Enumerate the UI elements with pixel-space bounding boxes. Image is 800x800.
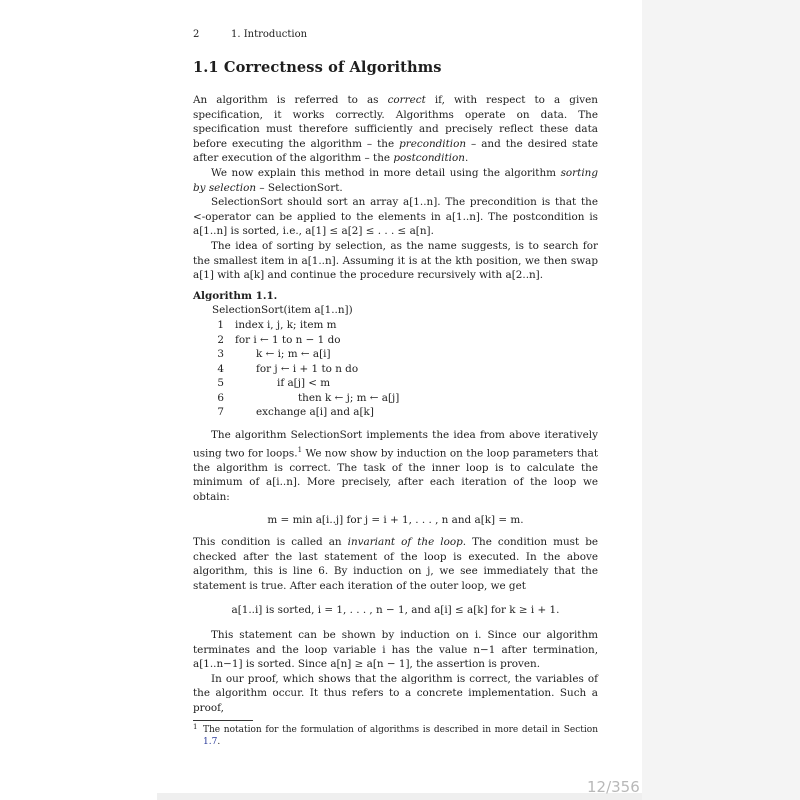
line-number: 6 [217, 391, 224, 404]
algorithm-line [193, 318, 598, 333]
algorithm-lines [193, 318, 598, 420]
equation-2: a[1..i] is sorted, i = 1, . . . , n − 1, and a[i] ≤ a[k] for k ≥ i + 1. [231, 604, 560, 617]
line-code: for j ← i + 1 to n do [256, 362, 359, 375]
footnote: 1 The notation for the formulation of algorithms is described in more detail in Section 1.7. [193, 722, 598, 747]
section-link[interactable]: 1.7 [203, 736, 218, 747]
algorithm-line [193, 333, 598, 348]
book-page [193, 28, 598, 788]
line-number: 3 [217, 348, 224, 361]
paragraph-3: SelectionSort should sort an array a[1..n]. The precondition is that the <-operator can be applied to the elements in a[1..n]. The postcondition is a[1..n] is sorted, i.e., a[1] ≤ a[2] ≤ . . . ≤ a[n]. [193, 196, 598, 238]
paragraph-8: In our proof, which shows that the algorithm is correct, the variables of the algorithm occur. It thus refers to a concrete implementation. Such a proof, [193, 672, 598, 715]
line-number: 1 [217, 318, 224, 331]
footnote-mark: 1 [193, 722, 198, 731]
algorithm-title: Algorithm 1.1. [193, 289, 278, 302]
paragraph-2: We now explain this method in more detail using the algorithm sorting by selection – SelectionSort. [193, 166, 598, 194]
algorithm-signature: SelectionSort(item a[1..n]) [212, 304, 353, 317]
algorithm-line [193, 347, 598, 362]
paragraph-6: This condition is called an invariant of the loop. The condition must be checked after the last statement of the loop is executed. In the above algorithm, this is line 6. By induction on j, we see immediately that the statement is true. After each iteration of the outer loop, we get [193, 536, 599, 592]
equation-1: m = min a[i..j] for j = i + 1, . . . , n and a[k] = m. [267, 513, 524, 526]
line-code: exchange a[i] and a[k] [256, 406, 374, 419]
page-number: 2 [193, 29, 200, 40]
line-code: for i ← 1 to n − 1 do [235, 333, 341, 346]
footnote-rule [193, 720, 253, 721]
paragraph-1: An algorithm is referred to as correct if, with respect to a given specification, it works correctly. Algorithms operate on data. The specification must therefore sufficiently and precisely reflect these data before executing the algorithm – the precondition – and the desired state after execution of the algorithm – the postcondition. [193, 94, 598, 165]
algorithm-line [193, 405, 598, 420]
viewer-background [642, 0, 800, 800]
chapter-title: 1. Introduction [231, 29, 308, 40]
page-indicator: 12/356 [587, 778, 640, 796]
page-edge [157, 793, 642, 800]
paragraph-4: The idea of sorting by selection, as the name suggests, is to search for the smallest item in a[1..n]. Assuming it is at the kth position, we then swap a[1] with a[k] and continue the procedure recursively with a[2..n]. [193, 239, 598, 282]
footnote-ref[interactable]: 1 [297, 445, 303, 454]
paragraph-5: The algorithm SelectionSort implements the idea from above iteratively using two for loops.$^1$ We now show by induction on the loop parameters that the algorithm is correct. The task of the inner loop is to calculate the minimum of a[i..n]. More precisely, after each iteration of the loop we obtain: [193, 429, 598, 503]
algorithm-line [193, 391, 598, 406]
line-code: k ← i; m ← a[i] [256, 348, 331, 361]
line-code: if a[j] < m [277, 377, 331, 390]
page-body [193, 93, 598, 748]
paragraph-7: This statement can be shown by induction on i. Since our algorithm terminates and the loop variable i has the value n−1 after termination, a[1..n−1] is sorted. Since a[n] ≥ a[n − 1], the assertion is proven. [193, 629, 598, 671]
line-number: 2 [217, 333, 224, 346]
line-number: 4 [217, 362, 224, 375]
line-number: 7 [217, 406, 224, 419]
algorithm-line [193, 362, 598, 377]
algorithm-line [193, 376, 598, 391]
line-number: 5 [217, 377, 224, 390]
line-code: then k ← j; m ← a[j] [298, 391, 400, 404]
section-title: 1.1 Correctness of Algorithms [193, 59, 442, 76]
algorithm-block [193, 289, 598, 420]
line-code: index i, j, k; item m [235, 318, 337, 331]
